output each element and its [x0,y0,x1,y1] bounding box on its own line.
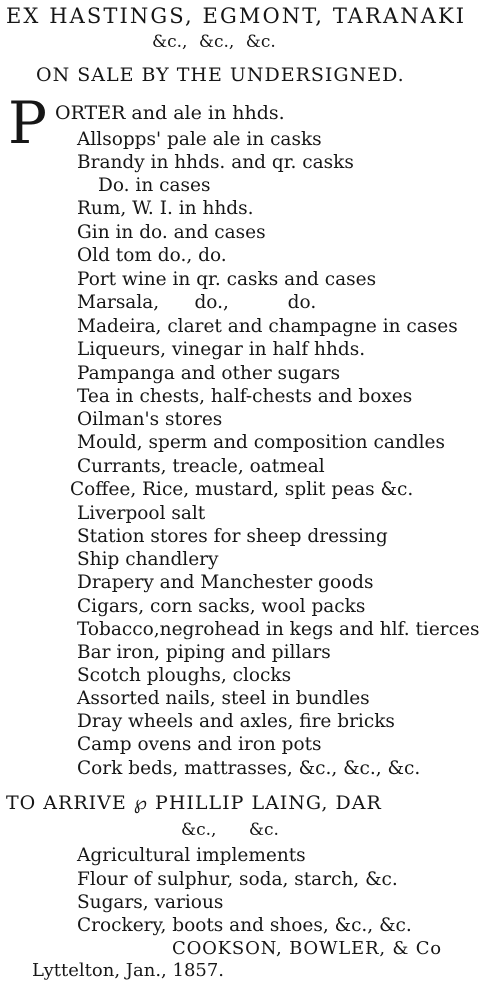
on-sale-item: Mould, sperm and composition candles [77,432,445,453]
on-sale-item: Ship chandlery [77,549,219,570]
on-sale-item: Tobacco,negrohead in kegs and hlf. tierces [77,619,480,640]
to-arrive-heading: TO ARRIVE ℘ PHILLIP LAING, DAR [6,792,382,814]
on-sale-item: Liverpool salt [77,503,206,524]
on-sale-item: Oilman's stores [77,409,223,430]
on-sale-item: Madeira, claret and champagne in cases [77,316,458,337]
to-arrive-etc: &c., &c. [181,820,279,840]
on-sale-item: Assorted nails, steel in bundles [77,688,370,709]
on-sale-item: Pampanga and other sugars [77,363,341,384]
on-sale-item: Cork beds, mattrasses, &c., &c., &c. [77,758,421,779]
on-sale-item: Bar iron, piping and pillars [77,642,331,663]
on-sale-item: Allsopps' pale ale in casks [77,129,322,150]
place-and-date: Lyttelton, Jan., 1857. [32,960,225,981]
on-sale-item: Station stores for sheep dressing [77,526,388,547]
on-sale-item: Brandy in hhds. and qr. casks [77,152,354,173]
on-sale-item: Dray wheels and axles, fire bricks [77,711,395,732]
on-sale-item: Drapery and Manchester goods [77,572,374,593]
on-sale-item: Tea in chests, half-chests and boxes [77,386,413,407]
merchant-signature: COOKSON, BOWLER, & Co [172,938,442,959]
to-arrive-item: Sugars, various [77,892,224,913]
on-sale-item: Rum, W. I. in hhds. [77,198,254,219]
on-sale-item: Old tom do., do. [77,245,227,266]
on-sale-item: Cigars, corn sacks, wool packs [77,596,366,617]
on-sale-item: Marsala, do., do. [77,292,317,313]
to-arrive-item: Flour of sulphur, soda, starch, &c. [77,869,398,890]
on-sale-item: Currants, treacle, oatmeal [77,456,325,477]
on-sale-heading: ON SALE BY THE UNDERSIGNED. [36,64,405,86]
to-arrive-item: Agricultural implements [77,845,306,866]
on-sale-item: Coffee, Rice, mustard, split peas &c. [70,479,414,500]
first-item-rest: ORTER and ale in hhds. [55,102,285,124]
drop-cap: P [8,89,48,157]
ship-heading: EX HASTINGS, EGMONT, TARANAKI [6,4,467,28]
on-sale-item: Scotch ploughs, clocks [77,665,292,686]
on-sale-item: Gin in do. and cases [77,222,266,243]
heading-etc: &c., &c., &c. [152,32,276,52]
on-sale-item: Port wine in qr. casks and cases [77,269,377,290]
to-arrive-item: Crockery, boots and shoes, &c., &c. [77,915,412,936]
on-sale-item: Do. in cases [98,175,211,196]
on-sale-item: Liqueurs, vinegar in half hhds. [77,339,366,360]
on-sale-item: Camp ovens and iron pots [77,734,322,755]
